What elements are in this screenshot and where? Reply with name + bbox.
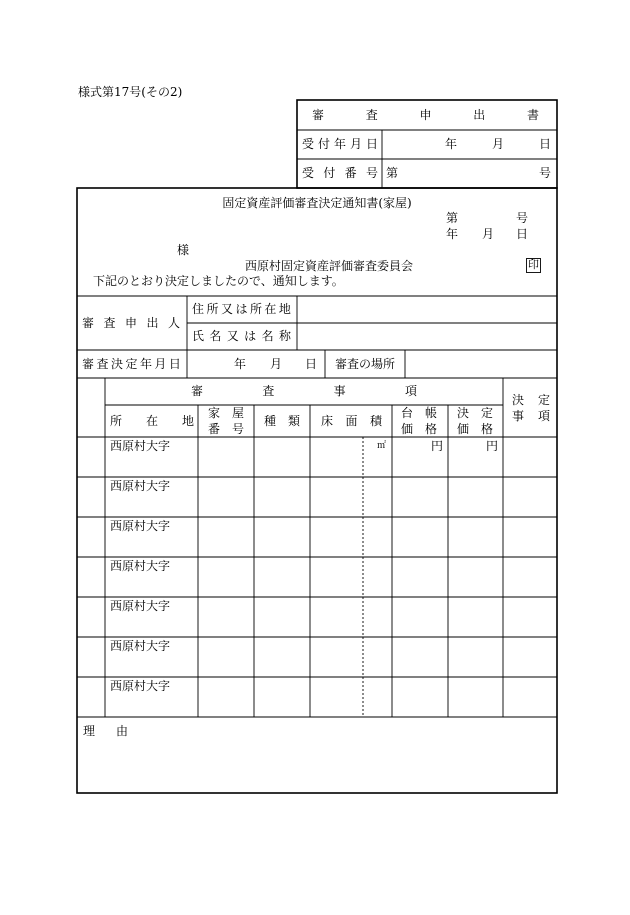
applicant-name-label: 氏 名 又 は 名 称 (192, 329, 291, 343)
column-ledger-price-line1: 台 帳 (401, 406, 437, 420)
row-location: 西原村大字 (110, 679, 171, 693)
notice-number-prefix: 第 (446, 211, 459, 225)
column-house-number-line2: 番 号 (208, 422, 244, 436)
received-number-label: 受 付 番 号 (302, 166, 378, 180)
decision-header-line2: 事 項 (512, 409, 550, 423)
notice-date-month: 月 (482, 227, 495, 241)
reason-label: 理 由 (83, 724, 128, 738)
form-number: 様式第17号(その2) (78, 85, 183, 99)
decision-date-month: 月 (270, 357, 283, 371)
notice-date-year: 年 (446, 227, 459, 241)
notice-date-day: 日 (516, 227, 529, 241)
received-date-label: 受 付 年 月 日 (302, 137, 378, 151)
received-date-day: 日 (539, 137, 552, 151)
ledger-price-unit: 円 (431, 439, 444, 453)
row-location: 西原村大字 (110, 519, 171, 533)
decided-price-unit: 円 (486, 439, 499, 453)
received-date-month: 月 (492, 137, 505, 151)
decision-date-day: 日 (305, 357, 318, 371)
decision-date-label: 審 査 決 定 年 月 日 (82, 357, 181, 371)
column-type: 種 類 (264, 414, 300, 428)
applicant-label: 審 査 申 出 人 (82, 316, 180, 330)
column-ledger-price-line2: 価 格 (401, 422, 437, 436)
notice-number-suffix: 号 (516, 211, 529, 225)
received-number-prefix: 第 (386, 166, 399, 180)
seal-mark: 印 (528, 258, 539, 271)
column-decided-price-line1: 決 定 (457, 406, 493, 420)
row-location: 西原村大字 (110, 479, 171, 493)
decision-date-year: 年 (234, 357, 247, 371)
floor-area-unit: ㎡ (377, 441, 387, 451)
decision-header-line1: 決 定 (512, 393, 550, 407)
row-location: 西原村大字 (110, 599, 171, 613)
column-house-number-line1: 家 屋 (208, 406, 244, 420)
notice-title: 固定資産評価審査決定通知書(家屋) (222, 196, 412, 210)
addressee-suffix: 様 (177, 243, 190, 257)
table-group-header: 審 査 事 項 (191, 384, 417, 398)
row-location: 西原村大字 (110, 559, 171, 573)
application-title: 審 査 申 出 書 (312, 108, 539, 122)
received-date-year: 年 (445, 137, 458, 151)
issuer-name: 西原村固定資産評価審査委員会 (245, 259, 414, 273)
received-number-suffix: 号 (539, 166, 552, 180)
column-floor-area: 床 面 積 (321, 414, 382, 428)
row-location: 西原村大字 (110, 639, 171, 653)
column-location: 所 在 地 (110, 414, 194, 428)
decision-place-label: 審査の場所 (335, 357, 396, 371)
notice-body: 下記のとおり決定しましたので、通知します。 (93, 274, 344, 288)
column-decided-price-line2: 価 格 (457, 422, 493, 436)
row-location: 西原村大字 (110, 439, 171, 453)
applicant-address-label: 住 所 又 は 所 在 地 (192, 302, 291, 316)
